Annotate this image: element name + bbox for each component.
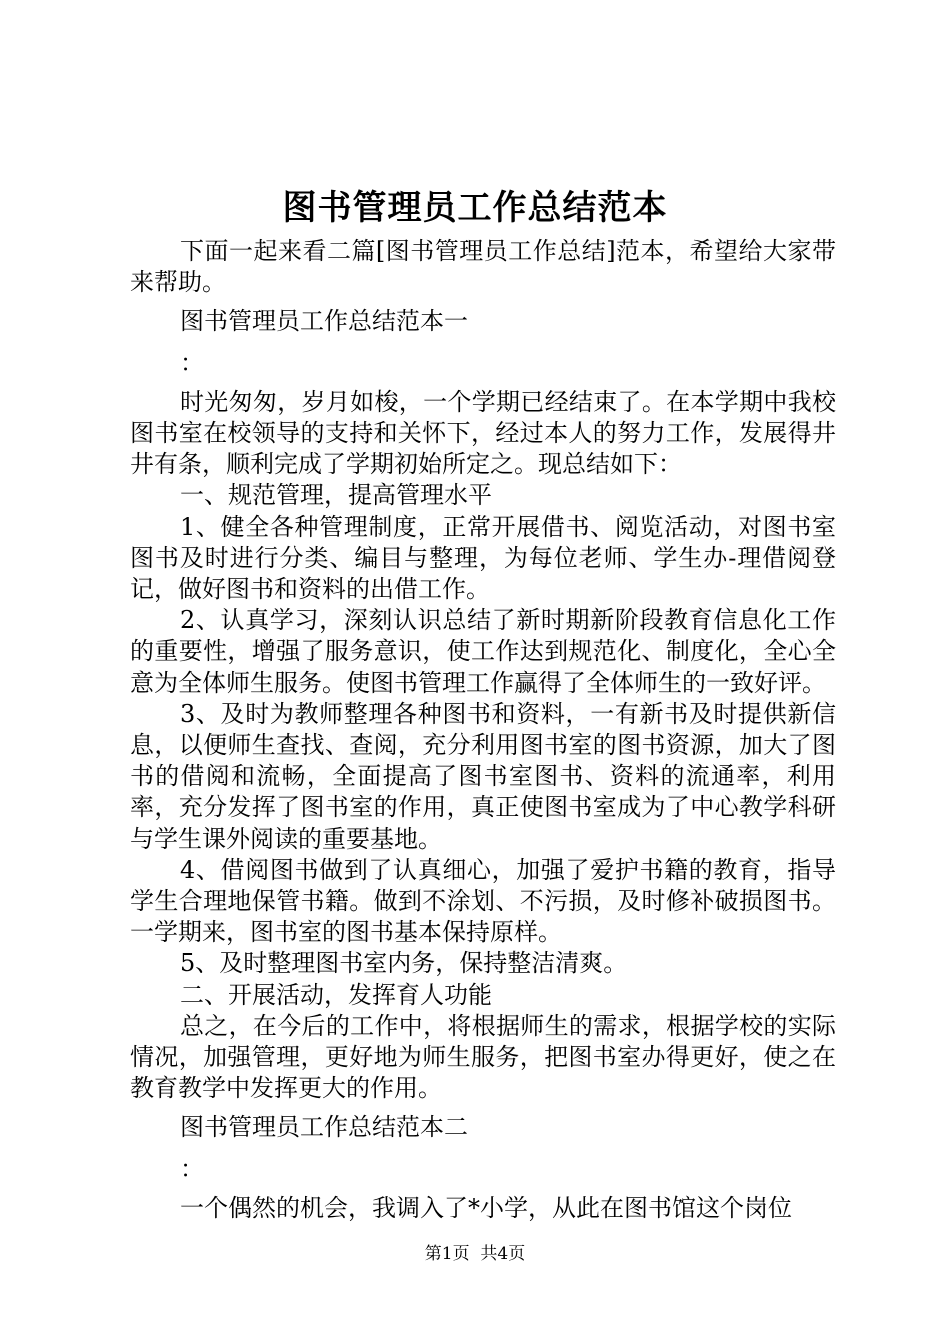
body-paragraph: 一个偶然的机会，我调入了*小学，从此在图书馆这个岗位 (180, 1193, 792, 1222)
page-footer (0, 1242, 950, 1266)
subheading-management: 一、规范管理，提高管理水平 (180, 481, 492, 510)
list-item-1: 1、健全各种管理制度，正常开展借书、阅览活动，对图书室图书及时进行分类、编目与整理，为每位老师、学生办-理借阅登记，做好图书和资料的出借工作。 (130, 512, 836, 604)
page-number: 第1页 (424, 1244, 470, 1264)
section-heading-sample-two: 图书管理员工作总结范本二 (180, 1113, 468, 1142)
colon-line: ： (180, 348, 204, 377)
list-item-5: 5、及时整理图书室内务，保持整洁清爽。 (180, 949, 628, 978)
document-body (130, 236, 836, 1224)
summary-paragraph: 总之，在今后的工作中，将根据师生的需求，根据学校的实际情况，加强管理，更好地为师生服务，把图书室办得更好，使之在教育教学中发挥更大的作用。 (130, 1011, 836, 1103)
document-title: 图书管理员工作总结范本 (282, 188, 668, 228)
list-item-2: 2、认真学习，深刻认识总结了新时期新阶段教育信息化工作的重要性，增强了服务意识，使工作达到规范化、制度化，全心全意为全体师生服务。使图书管理工作赢得了全体师生的一致好评。 (130, 606, 836, 697)
section-heading-sample-one: 图书管理员工作总结范本一 (180, 307, 468, 336)
list-item-3: 3、及时为教师整理各种图书和资料，一有新书及时提供新信息，以便师生查找、查阅，充分利用图书室的图书资源，加大了图书的借阅和流畅，全面提高了图书室图书、资料的流通率，利用率，充分发挥了图书室的作用，真正使图书室成为了中心教学科研与学生课外阅读的重要基地。 (130, 699, 836, 853)
page-total: 共4页 (480, 1244, 526, 1264)
subheading-activities: 二、开展活动，发挥育人功能 (180, 980, 492, 1009)
body-paragraph: 时光匆匆，岁月如梭，一个学期已经结束了。在本学期中我校图书室在校领导的支持和关怀下，经过本人的努力工作，发展得井井有条，顺利完成了学期初始所定之。现总结如下： (130, 387, 836, 479)
colon-line: ： (180, 1154, 204, 1183)
list-item-4: 4、借阅图书做到了认真细心，加强了爱护书籍的教育，指导学生合理地保管书籍。做到不涂划、不污损，及时修补破损图书。一学期来，图书室的图书基本保持原样。 (130, 855, 836, 947)
intro-paragraph: 下面一起来看二篇[图书管理员工作总结]范本，希望给大家带来帮助。 (130, 237, 836, 297)
